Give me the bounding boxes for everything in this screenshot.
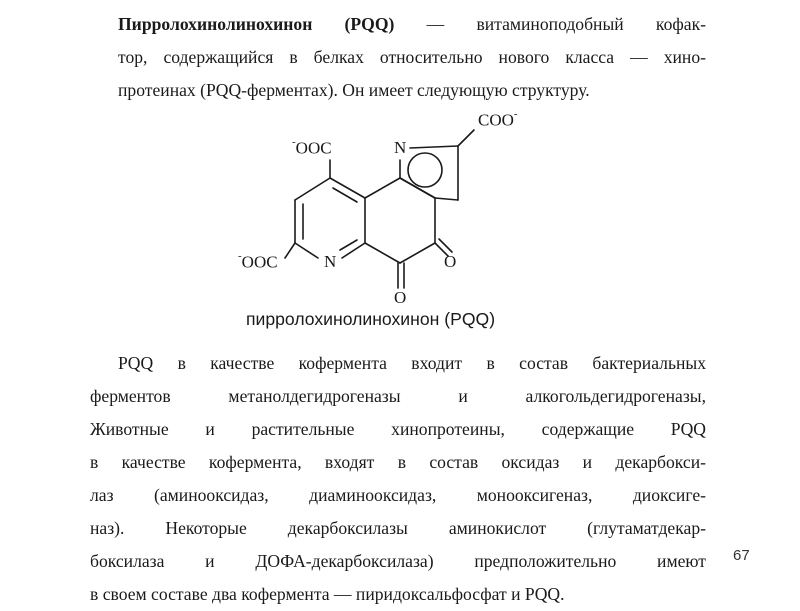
- bond: [365, 178, 400, 198]
- bond: [285, 243, 295, 258]
- bond: [342, 243, 365, 258]
- bond: [330, 178, 365, 198]
- bond: [295, 243, 318, 258]
- bond: [295, 178, 330, 200]
- coo-label: COO: [478, 110, 514, 130]
- body-line: PQQ в качестве кофермента входит в состав бактериальных: [118, 353, 706, 373]
- pqq-structure-figure: [230, 108, 570, 318]
- body-paragraph: [90, 347, 706, 611]
- body-line: в качестве кофермента, входят в состав оксидаз и декарбокси-: [90, 452, 706, 472]
- coo-group-top-right: [478, 110, 518, 131]
- bond: [410, 146, 458, 148]
- ooc-label: OOC: [295, 138, 332, 158]
- intro-line-1-rest: — витаминоподобный кофак-: [394, 14, 706, 34]
- charge-sign: -: [238, 250, 242, 262]
- charge-sign: -: [292, 136, 296, 148]
- nitrogen-pyridine: N: [324, 252, 337, 271]
- bond: [400, 243, 435, 263]
- bond: [458, 130, 474, 146]
- bond: [365, 243, 400, 263]
- intro-paragraph: [118, 8, 706, 107]
- aromatic-circle: [408, 153, 442, 187]
- body-line: ферментов метанолдегидрогеназы и алкогольдегидрогеназы,: [90, 386, 706, 406]
- page-number: 67: [733, 547, 750, 564]
- ooc-group-top-left: [292, 138, 332, 159]
- body-line: наз). Некоторые декарбоксилазы аминокислот (глутаматдекар-: [90, 518, 706, 538]
- ooc-label: OOC: [241, 252, 278, 272]
- intro-line-2: тор, содержащийся в белках относительно нового класса — хино-: [118, 47, 706, 67]
- ooc-group-bottom-left: [238, 252, 278, 273]
- body-line: в своем составе два кофермента — пиридоксальфосфат и PQQ.: [90, 584, 565, 604]
- oxygen-right: O: [444, 252, 457, 271]
- double-bond: [333, 188, 357, 202]
- intro-line-1: [118, 8, 706, 41]
- body-line: боксилаза и ДОФА-декарбоксилаза) предположительно имеют: [90, 551, 706, 571]
- body-line: лаз (аминооксидаз, диаминооксидаз, монооксигеназ, диоксиге-: [90, 485, 706, 505]
- bond: [435, 198, 458, 200]
- oxygen-bottom: O: [394, 288, 407, 307]
- intro-line-3: протеинах (PQQ-ферментах). Он имеет следующую структуру.: [118, 80, 590, 100]
- term-heading: Пирролохинолинохинон (PQQ): [118, 14, 395, 34]
- double-bond: [340, 240, 357, 250]
- body-line: Животные и растительные хинопротеины, содержащие PQQ: [90, 419, 706, 439]
- charge-sign: -: [513, 108, 518, 120]
- nitrogen-pyrrole: N: [394, 138, 407, 157]
- figure-caption: пирролохинолинохинон (PQQ): [246, 309, 496, 329]
- bond: [400, 178, 435, 198]
